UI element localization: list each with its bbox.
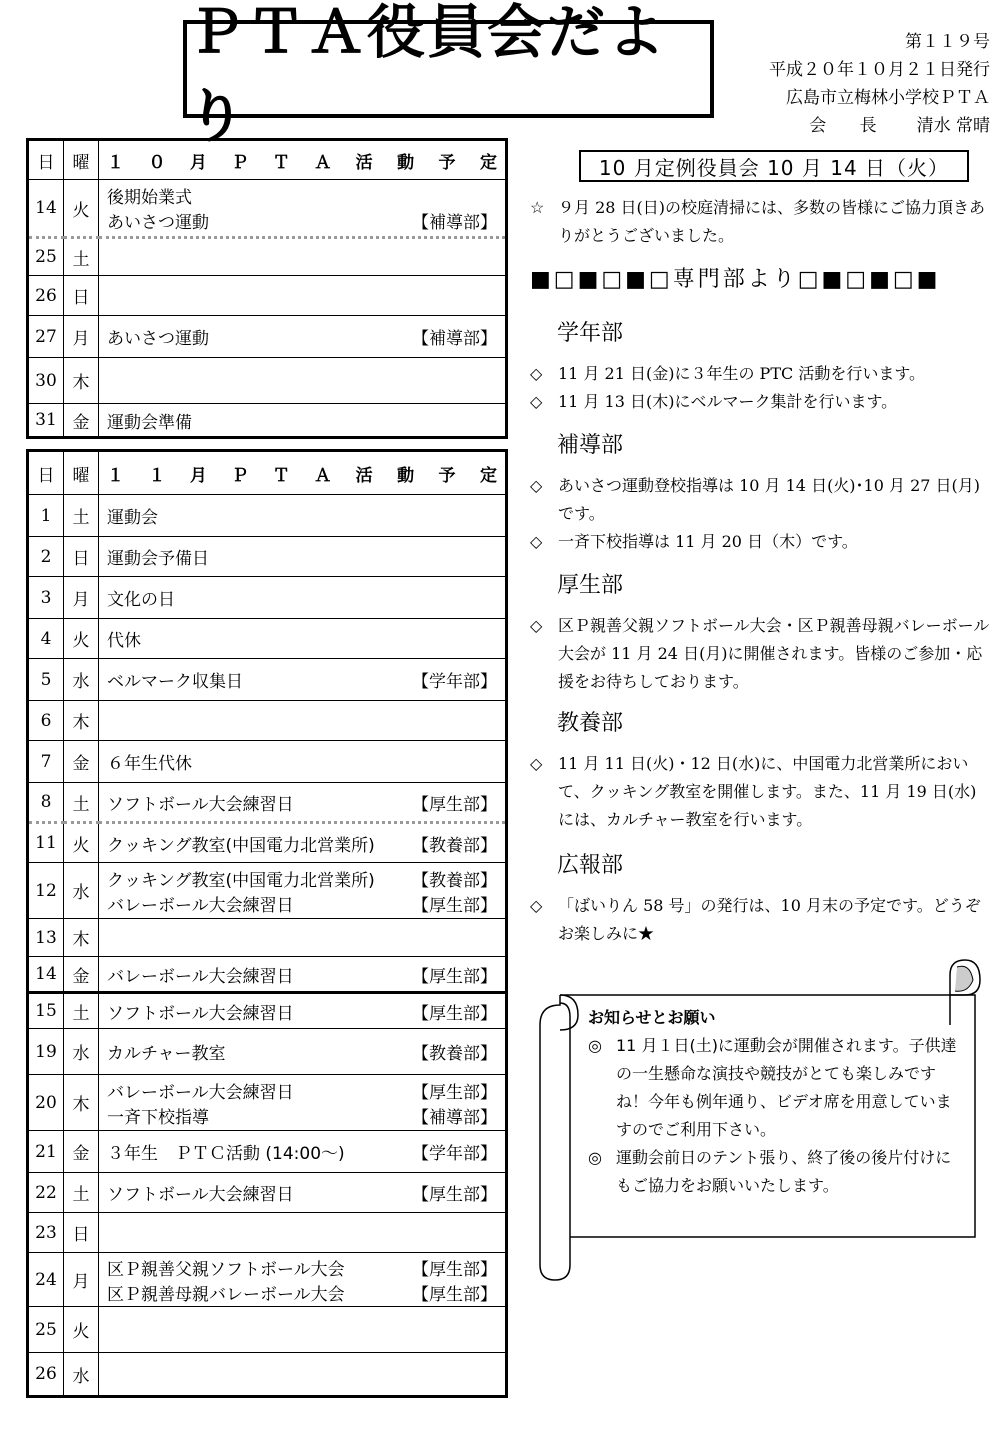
schedule-event <box>107 408 497 433</box>
weekday-cell: 土 <box>64 495 99 537</box>
day-cell: 25 <box>28 238 64 276</box>
month-title-char: 動 <box>397 465 415 486</box>
dept-heading: 補導部 <box>557 433 624 458</box>
day-cell: 11 <box>28 823 64 863</box>
event-cell <box>99 1075 507 1131</box>
notice-text: 11 月１日(土)に運動会が開催されます。子供達の一生懸命な演技や競技がとても楽しみですね！今年も例年通り、ビデオ席を用意していますのでご利用下さい。 <box>616 1036 957 1139</box>
month-title-char: 予 <box>438 152 456 173</box>
weekday-cell: 金 <box>64 404 99 438</box>
dept-items <box>530 360 990 416</box>
month-title-char: 定 <box>479 465 497 486</box>
schedule-event <box>107 831 497 856</box>
notice-item <box>588 1144 963 1200</box>
diamond-icon: ◇ <box>530 392 543 411</box>
event-dept: 【学年部】 <box>412 672 497 692</box>
day-cell: 31 <box>28 404 64 438</box>
month-title-char: Ａ <box>314 465 332 486</box>
dept-item-text: あいさつ運動登校指導は 10 月 14 日(火)･10 月 27 日(月)です。 <box>558 476 981 523</box>
diamond-icon: ◇ <box>530 476 543 495</box>
weekday-cell: 火 <box>64 823 99 863</box>
schedule-row <box>28 741 507 783</box>
event-title: 文化の日 <box>107 590 175 610</box>
event-title: バレーボール大会練習日 <box>107 966 294 987</box>
dept-item <box>530 388 990 416</box>
event-cell <box>99 1029 507 1075</box>
event-title: バレーボール大会練習日 <box>107 895 294 916</box>
school-name: 広島市立梅林小学校ＰＴＡ <box>786 88 990 108</box>
president-name: 清水 常晴 <box>916 116 990 136</box>
event-title: クッキング教室(中国電力北営業所) <box>107 835 375 856</box>
event-cell <box>99 495 507 537</box>
diamond-icon: ◇ <box>530 532 543 551</box>
schedule-event <box>107 1139 497 1164</box>
schedule-header-row <box>28 451 507 495</box>
diamond-icon: ◇ <box>530 364 543 383</box>
dept-item <box>530 360 990 388</box>
event-dept: 【学年部】 <box>412 1144 497 1164</box>
double-circle-icon: ◎ <box>588 1148 602 1167</box>
month-title-char: １ <box>107 152 124 173</box>
event-cell <box>99 993 507 1029</box>
day-cell: 24 <box>28 1253 64 1307</box>
month-title-char: Ｐ <box>231 152 249 173</box>
schedule-row <box>28 358 507 404</box>
month-title-char: ０ <box>148 152 166 173</box>
dept-items <box>530 612 990 696</box>
weekday-cell: 火 <box>64 619 99 659</box>
event-title: 後期始業式 <box>107 188 192 208</box>
day-header: 日 <box>28 140 64 180</box>
schedule-event <box>107 1078 497 1103</box>
schedule-row <box>28 180 507 238</box>
day-cell: 14 <box>28 180 64 238</box>
dept-item-text: 区Ｐ親善父親ソフトボール大会・区Ｐ親善母親バレーボール大会が 11 月 24 日(月)に開催されます。皆様のご参加・応援をお待ちしております。 <box>558 616 990 691</box>
event-title: 運動会予備日 <box>107 549 209 569</box>
president <box>769 112 990 140</box>
schedule-header-row <box>28 140 507 180</box>
weekday-cell: 水 <box>64 863 99 919</box>
event-cell <box>99 701 507 741</box>
month-title-char: １ <box>148 465 166 486</box>
event-cell <box>99 823 507 863</box>
event-cell <box>99 783 507 823</box>
event-dept: 【厚生部】 <box>412 794 497 815</box>
day-cell: 13 <box>28 919 64 957</box>
dept-items <box>530 750 990 834</box>
event-title: あいさつ運動 <box>107 213 209 233</box>
month-title-char: 定 <box>479 152 497 173</box>
event-dept: 【厚生部】 <box>412 966 497 987</box>
event-title: 運動会準備 <box>107 412 192 433</box>
event-cell <box>99 276 507 316</box>
weekday-cell: 土 <box>64 238 99 276</box>
dept-item-text: 一斉下校指導は 11 月 20 日（木）です。 <box>558 532 858 551</box>
day-cell: 30 <box>28 358 64 404</box>
day-cell: 20 <box>28 1075 64 1131</box>
dept-item <box>530 472 990 528</box>
dept-item-text: 「ばいりん 58 号」の発行は、10 月末の予定です。どうぞお楽しみに★ <box>558 896 981 943</box>
diamond-icon: ◇ <box>530 616 543 635</box>
schedule-row <box>28 701 507 741</box>
event-dept: 【厚生部】 <box>412 895 497 916</box>
schedule-row <box>28 619 507 659</box>
schedule-row <box>28 276 507 316</box>
event-title: 区Ｐ親善母親バレーボール大会 <box>107 1284 345 1305</box>
schedule-row <box>28 1353 507 1397</box>
month-title-char: Ａ <box>314 152 332 173</box>
schedule-event <box>107 667 497 692</box>
weekday-cell: 水 <box>64 1353 99 1397</box>
day-cell: 7 <box>28 741 64 783</box>
notice-item <box>588 1032 963 1144</box>
dept-item-text: 11 月 11 日(火)・12 日(水)に、中国電力北営業所において、クッキング教室を開催します。また、11 月 19 日(水)には、カルチャー教室を行います。 <box>558 754 977 829</box>
event-title: あいさつ運動 <box>107 329 209 349</box>
month-title-char: Ｔ <box>272 465 290 486</box>
dept-item-text: 11 月 21 日(金)に３年生の PTC 活動を行います。 <box>558 364 926 383</box>
schedule-row <box>28 238 507 276</box>
event-dept: 【教養部】 <box>412 1044 497 1064</box>
schedule-event <box>107 1039 497 1064</box>
schedule-event <box>107 999 497 1024</box>
day-cell: 27 <box>28 316 64 358</box>
schedule-row <box>28 495 507 537</box>
weekday-cell: 水 <box>64 1029 99 1075</box>
day-cell: 14 <box>28 957 64 993</box>
weekday-cell: 金 <box>64 957 99 993</box>
schedule-row <box>28 823 507 863</box>
event-cell <box>99 577 507 619</box>
weekday-header: 曜 <box>64 140 99 180</box>
day-cell: 15 <box>28 993 64 1029</box>
event-title: バレーボール大会練習日 <box>107 1082 294 1103</box>
weekday-cell: 金 <box>64 741 99 783</box>
schedule-row <box>28 1131 507 1173</box>
schedule-event <box>107 626 497 651</box>
event-dept: 【教養部】 <box>412 835 497 856</box>
schedule-event <box>107 324 497 349</box>
day-cell: 26 <box>28 1353 64 1397</box>
month-title-char: 月 <box>189 152 207 173</box>
event-cell <box>99 919 507 957</box>
day-cell: 1 <box>28 495 64 537</box>
event-dept: 【厚生部】 <box>412 1082 497 1103</box>
weekday-cell: 水 <box>64 659 99 701</box>
thanks-note <box>530 194 990 250</box>
meeting-date: 10 月定例役員会 10 月 14 日（火） <box>579 150 969 182</box>
month-title-char: １ <box>107 465 124 486</box>
event-title: ６年生代休 <box>107 754 192 774</box>
weekday-cell: 月 <box>64 1253 99 1307</box>
schedule-row <box>28 1307 507 1353</box>
event-cell <box>99 1253 507 1307</box>
month-title <box>99 140 507 180</box>
schedule-event <box>107 503 497 528</box>
month-title-char: Ｐ <box>231 465 249 486</box>
weekday-cell: 土 <box>64 993 99 1029</box>
newsletter-title: ＰＴＡ役員会だより <box>183 20 714 118</box>
schedule-row <box>28 783 507 823</box>
schedule-row <box>28 1253 507 1307</box>
schedule-row <box>28 1173 507 1213</box>
schedule-row <box>28 1029 507 1075</box>
issue-number: 第１１９号 <box>905 32 990 52</box>
november-schedule <box>26 449 508 1398</box>
dept-item <box>530 750 990 834</box>
notice-text: 運動会前日のテント張り、終了後の後片付けにもご協力をお願いいたします。 <box>616 1148 952 1195</box>
event-cell <box>99 619 507 659</box>
issue-date: 平成２０年１０月２１日発行 <box>769 60 990 80</box>
event-cell <box>99 1173 507 1213</box>
schedule-event <box>107 544 497 569</box>
schedule-row <box>28 863 507 919</box>
president-label: 会 長 <box>809 116 891 136</box>
day-cell: 22 <box>28 1173 64 1213</box>
schedule-row <box>28 919 507 957</box>
event-cell <box>99 537 507 577</box>
day-cell: 19 <box>28 1029 64 1075</box>
weekday-cell: 日 <box>64 1213 99 1253</box>
dept-items <box>530 892 990 948</box>
weekday-cell: 木 <box>64 1075 99 1131</box>
event-dept: 【補導部】 <box>412 329 497 349</box>
issue-info <box>769 28 990 140</box>
weekday-cell: 火 <box>64 1307 99 1353</box>
day-cell: 26 <box>28 276 64 316</box>
event-title: ソフトボール大会練習日 <box>107 1003 294 1024</box>
event-cell <box>99 659 507 701</box>
schedule-event <box>107 1103 497 1128</box>
event-cell <box>99 957 507 993</box>
schedule-event <box>107 585 497 610</box>
event-dept: 【厚生部】 <box>412 1003 497 1024</box>
weekday-cell: 月 <box>64 577 99 619</box>
event-dept: 【教養部】 <box>412 870 497 891</box>
dept-item <box>530 892 990 948</box>
weekday-cell: 木 <box>64 358 99 404</box>
dept-heading: 学年部 <box>557 321 624 346</box>
day-cell: 3 <box>28 577 64 619</box>
event-cell <box>99 741 507 783</box>
month-title-char: 活 <box>355 152 373 173</box>
month-title <box>99 451 507 495</box>
schedule-event <box>107 1180 497 1205</box>
schedule-row <box>28 957 507 993</box>
event-cell <box>99 358 507 404</box>
event-dept: 【厚生部】 <box>412 1259 497 1280</box>
event-dept: 【厚生部】 <box>412 1185 497 1205</box>
dept-heading: 厚生部 <box>557 573 624 598</box>
month-title-char: 動 <box>397 152 415 173</box>
weekday-cell: 木 <box>64 919 99 957</box>
event-title: ベルマーク収集日 <box>107 672 243 692</box>
day-cell: 12 <box>28 863 64 919</box>
event-title: 一斉下校指導 <box>107 1107 209 1128</box>
dept-item <box>530 528 990 556</box>
schedule-row <box>28 404 507 438</box>
event-cell <box>99 404 507 438</box>
month-title-char: 月 <box>189 465 207 486</box>
schedule-row <box>28 1213 507 1253</box>
schedule-row <box>28 577 507 619</box>
schedule-event <box>107 790 497 815</box>
event-cell <box>99 1353 507 1397</box>
schedule-event <box>107 749 497 774</box>
event-title: 代休 <box>107 631 141 651</box>
double-circle-icon: ◎ <box>588 1036 602 1055</box>
schedule-event <box>107 866 497 891</box>
schedule-row <box>28 537 507 577</box>
event-cell <box>99 180 507 238</box>
section-bar: ■□■□■□専門部より□■□■□■ <box>530 267 941 292</box>
day-cell: 2 <box>28 537 64 577</box>
event-dept: 【補導部】 <box>412 1107 497 1128</box>
dept-heading: 広報部 <box>557 853 624 878</box>
day-cell: 25 <box>28 1307 64 1353</box>
october-schedule <box>26 138 508 439</box>
weekday-cell: 木 <box>64 701 99 741</box>
notice-heading: お知らせとお願い <box>588 1008 716 1027</box>
thanks-text: ９月 28 日(日)の校庭清掃には、多数の皆様にご協力頂きありがとうございました。 <box>558 198 986 245</box>
notice-box <box>588 1004 963 1200</box>
schedule-event <box>107 962 497 987</box>
event-cell <box>99 316 507 358</box>
weekday-cell: 火 <box>64 180 99 238</box>
event-cell <box>99 1307 507 1353</box>
event-title: ソフトボール大会練習日 <box>107 1185 294 1205</box>
weekday-cell: 日 <box>64 537 99 577</box>
weekday-cell: 月 <box>64 316 99 358</box>
day-cell: 23 <box>28 1213 64 1253</box>
month-title-char: Ｔ <box>272 152 290 173</box>
month-title-char: 予 <box>438 465 456 486</box>
weekday-cell: 日 <box>64 276 99 316</box>
dept-heading: 教養部 <box>557 711 624 736</box>
diamond-icon: ◇ <box>530 754 543 773</box>
weekday-header: 曜 <box>64 451 99 495</box>
schedule-row <box>28 316 507 358</box>
event-cell <box>99 238 507 276</box>
day-cell: 4 <box>28 619 64 659</box>
event-dept: 【厚生部】 <box>412 1284 497 1305</box>
schedule-row <box>28 993 507 1029</box>
dept-items <box>530 472 990 556</box>
diamond-icon: ◇ <box>530 896 543 915</box>
schedule-event <box>107 891 497 916</box>
day-cell: 6 <box>28 701 64 741</box>
schedule-row <box>28 659 507 701</box>
day-cell: 21 <box>28 1131 64 1173</box>
event-cell <box>99 863 507 919</box>
schedule-event <box>107 1280 497 1305</box>
event-cell <box>99 1213 507 1253</box>
schedule-event <box>107 208 497 233</box>
schedule-event <box>107 1255 497 1280</box>
star-icon: ☆ <box>530 198 545 217</box>
weekday-cell: 土 <box>64 783 99 823</box>
schedule-row <box>28 1075 507 1131</box>
event-title: クッキング教室(中国電力北営業所) <box>107 870 375 891</box>
event-title: ３年生 ＰＴＣ活動 (14:00〜) <box>107 1144 345 1164</box>
day-cell: 8 <box>28 783 64 823</box>
dept-item <box>530 612 990 696</box>
event-cell <box>99 1131 507 1173</box>
weekday-cell: 土 <box>64 1173 99 1213</box>
event-title: 運動会 <box>107 508 158 528</box>
day-cell: 5 <box>28 659 64 701</box>
event-title: 区Ｐ親善父親ソフトボール大会 <box>107 1259 345 1280</box>
event-title: ソフトボール大会練習日 <box>107 794 294 815</box>
month-title-char: 活 <box>355 465 373 486</box>
dept-item-text: 11 月 13 日(木)にベルマーク集計を行います。 <box>558 392 898 411</box>
event-title: カルチャー教室 <box>107 1044 226 1064</box>
weekday-cell: 金 <box>64 1131 99 1173</box>
event-dept: 【補導部】 <box>412 213 497 233</box>
day-header: 日 <box>28 451 64 495</box>
schedule-event <box>107 183 497 208</box>
